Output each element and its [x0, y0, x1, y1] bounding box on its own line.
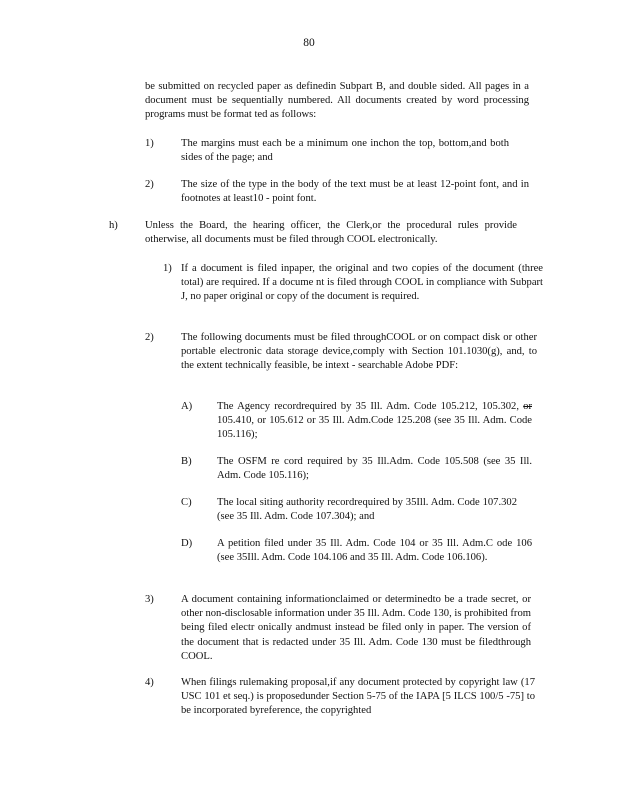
h-item-3-label: 3): [145, 594, 154, 605]
page-number: 80: [303, 37, 315, 49]
subitem-a-text-after: 105.410, or 105.612 or 35 Ill. Adm.Code 125.208 (see 35 Ill. Adm. Code 105.116);: [217, 415, 532, 441]
h-item-1-label: 1): [163, 263, 172, 274]
h-item-1-text: If a document is filed inpaper, the original and two copies of the document (three total) are required. If a docume nt is filed through COOL in compliance with Subpart J, no paper original or copy of the document is required.: [181, 263, 543, 303]
h-item-2-label: 2): [145, 332, 154, 343]
subitem-c-text: The local siting authority recordrequired by 35Ill. Adm. Code 107.302 (see 35 Ill. Adm. Code 107.304); and: [217, 497, 517, 523]
subitem-c-label: C): [181, 497, 192, 508]
subitem-a-text: [217, 400, 532, 443]
subitem-a-struck-text: or: [523, 401, 532, 412]
subitem-d-text: A petition filed under 35 Ill. Adm. Code 104 or 35 Ill. Adm.C ode 106 (see 35Ill. Adm. Code 104.106 and 35 Ill. Adm. Code 106.106).: [217, 538, 532, 564]
format-item-1-label: 1): [145, 138, 154, 149]
subitem-a-label: A): [181, 401, 193, 412]
format-item-1-text: The margins must each be a minimum one inchon the top, bottom,and both sides of the page; and: [181, 138, 509, 164]
section-h-text: Unless the Board, the hearing officer, the Clerk,or the procedural rules provide otherwise, all documents must be filed through COOL electronically.: [145, 220, 517, 246]
format-item-2-label: 2): [145, 179, 154, 190]
h-item-4-label: 4): [145, 677, 154, 688]
h-item-2-text: The following documents must be filed throughCOOL or on compact disk or other portable electronic data storage device,comply with Section 101.1030(g), and, to the extent technically feasible, be intext - searchable Adobe PDF:: [181, 332, 537, 372]
h-item-4-text: When filings rulemaking proposal,if any document protected by copyright law (17 USC 101 et seq.) is proposedunder Section 5-75 of the IAPA [5 ILCS 100/5 -75] to be incorporated byreference, the copyrighted: [181, 677, 535, 717]
h-item-3-text: A document containing informationclaimed or determinedto be a trade secret, or other non-disclosable information under 35 Ill. Adm. Code 130, is prohibited from being filed electr onically andmust instead be filed only in paper. The version of the document that is redacted under 35 Ill. Adm. Code 130 must be filedthrough COOL.: [181, 594, 531, 662]
format-item-2-text: The size of the type in the body of the text must be at least 12-point font, and in footnotes at least10 - point font.: [181, 179, 529, 205]
subitem-b-text: The OSFM re cord required by 35 Ill.Adm. Code 105.508 (see 35 Ill. Adm. Code 105.116);: [217, 456, 532, 482]
subitem-b-label: B): [181, 456, 192, 467]
intro-paragraph: be submitted on recycled paper as definedin Subpart B, and double sided. All pages in a document must be sequentially numbered. All documents created by word processing programs must be format ted as follows:: [145, 81, 529, 121]
subitem-d-label: D): [181, 538, 193, 549]
section-h-label: h): [109, 220, 118, 231]
subitem-a-text-before: The Agency recordrequired by 35 Ill. Adm. Code 105.212, 105.302,: [217, 401, 524, 412]
